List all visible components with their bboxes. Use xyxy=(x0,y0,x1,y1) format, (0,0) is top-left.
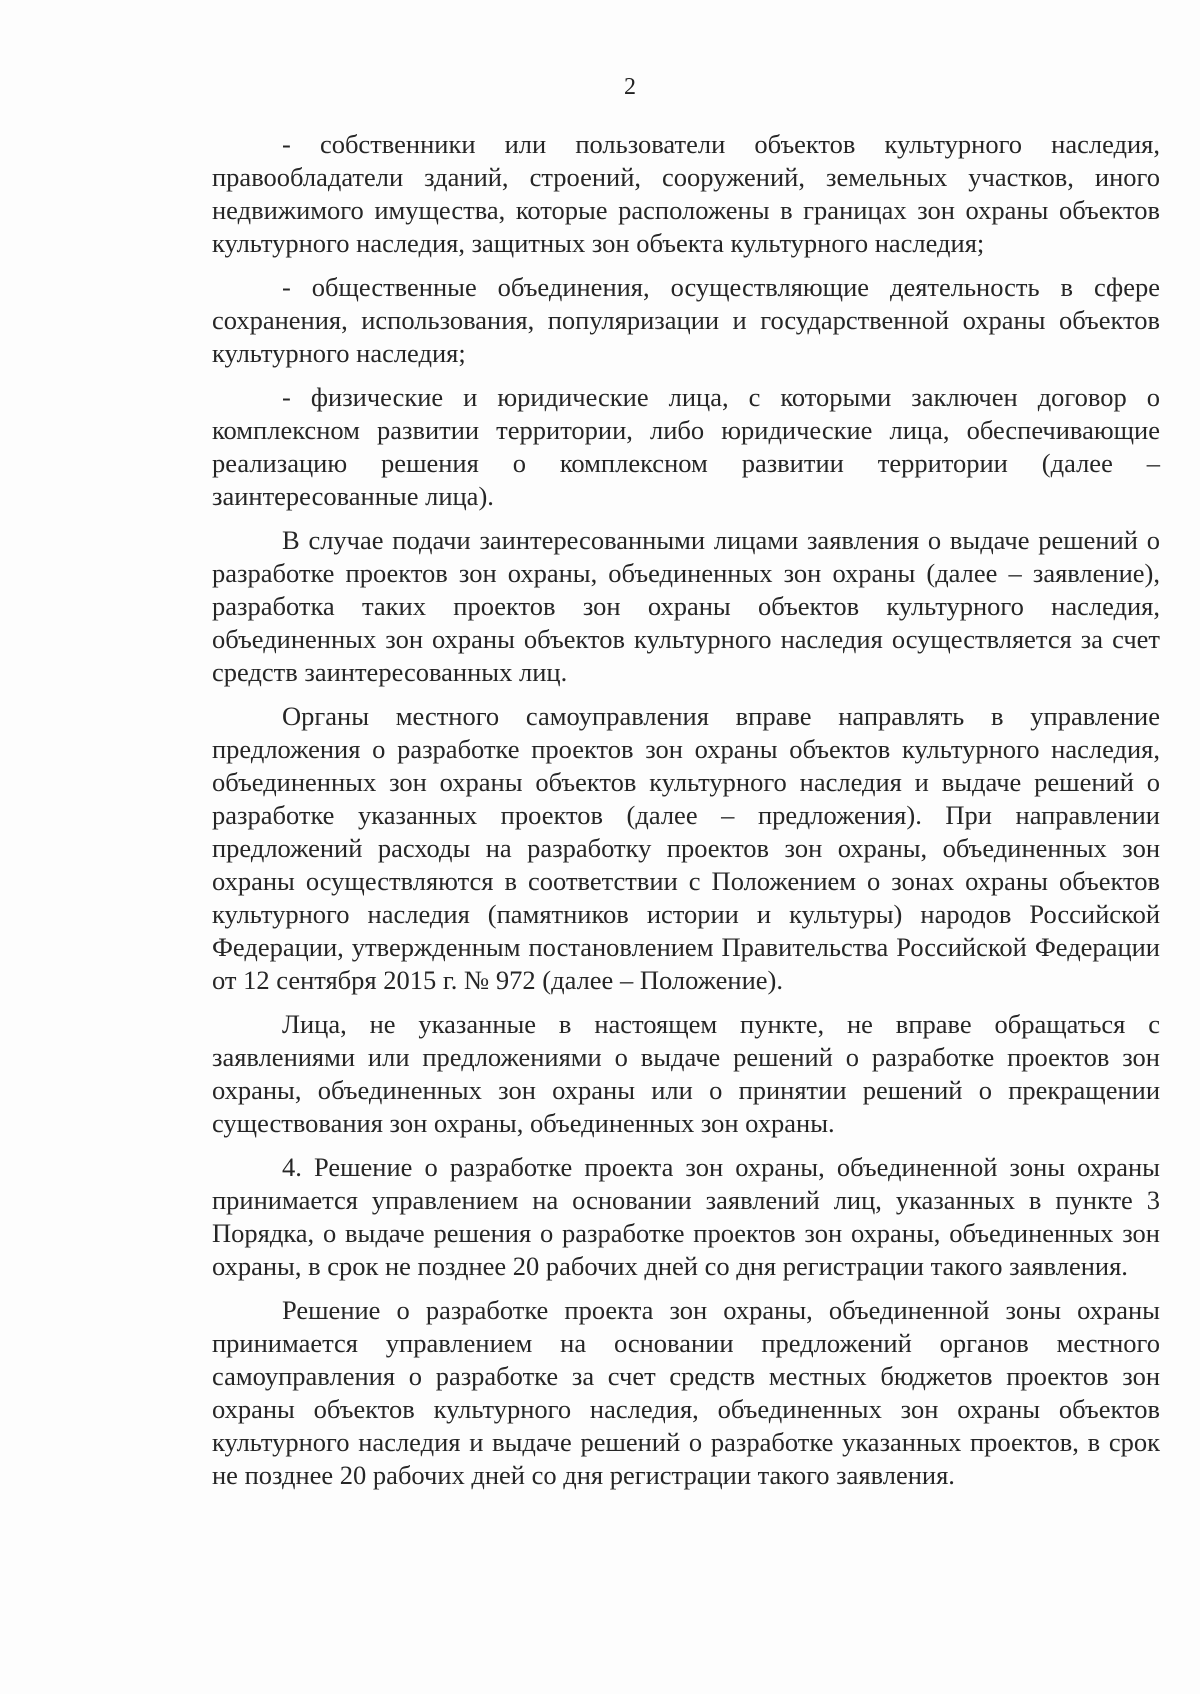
paragraph-other-persons: Лица, не указанные в настоящем пункте, не вправе обращаться с заявлениями или предложениями о выдаче решений о разработке проектов зон охраны, объединенных зон охраны или о принятии решений о прекращении существования зон охраны, объединенных зон охраны. xyxy=(212,1009,1160,1138)
paragraph-decision-on-proposals: Решение о разработке проекта зон охраны, объединенной зоны охраны принимается управлением на основании предложений органов местного самоуправления о разработке за счет средств местных бюджетов проектов зон охраны объектов культурного наследия, объединенных зон охраны объектов культурного наследия и выдаче решений о разработке указанных проектов, в срок не позднее 20 рабочих дней со дня регистрации такого заявления. xyxy=(212,1295,1160,1490)
paragraph-public-associations: - общественные объединения, осуществляющие деятельность в сфере сохранения, использования, популяризации и государственной охраны объектов культурного наследия; xyxy=(212,272,1160,368)
paragraph-owners: - собственники или пользователи объектов культурного наследия, правообладатели зданий, строений, сооружений, земельных участков, иного недвижимого имущества, которые расположены в границах зон охраны объектов культурного наследия, защитных зон объекта культурного наследия; xyxy=(212,129,1160,258)
document-body xyxy=(212,128,1160,1503)
paragraph-interested-persons: - физические и юридические лица, с которыми заключен договор о комплексном развитии территории, либо юридические лица, обеспечивающие реализацию решения о комплексном развитии территории (далее – заинтересованные лица). xyxy=(212,382,1160,511)
page-number: 2 xyxy=(624,74,636,100)
paragraph-local-government-proposals: Органы местного самоуправления вправе направлять в управление предложения о разработке проектов зон охраны объектов культурного наследия, объединенных зон охраны объектов культурного наследия и выдаче решений о разработке указанных проектов (далее – предложения). При направлении предложений расходы на разработку проектов зон охраны, объединенных зон охраны осуществляются в соответствии с Положением о зонах охраны объектов культурного наследия (памятников истории и культуры) народов Российской Федерации, утвержденным постановлением Правительства Российской Федерации от 12 сентября 2015 г. № 972 (далее – Положение). xyxy=(212,701,1160,995)
paragraph-item-4: 4. Решение о разработке проекта зон охраны, объединенной зоны охраны принимается управлением на основании заявлений лиц, указанных в пункте 3 Порядка, о выдаче решения о разработке проектов зон охраны, объединенных зон охраны, в срок не позднее 20 рабочих дней со дня регистрации такого заявления. xyxy=(212,1152,1160,1281)
paragraph-application-funding: В случае подачи заинтересованными лицами заявления о выдаче решений о разработке проектов зон охраны, объединенных зон охраны (далее – заявление), разработка таких проектов зон охраны объектов культурного наследия, объединенных зон охраны объектов культурного наследия осуществляется за счет средств заинтересованных лиц. xyxy=(212,525,1160,687)
